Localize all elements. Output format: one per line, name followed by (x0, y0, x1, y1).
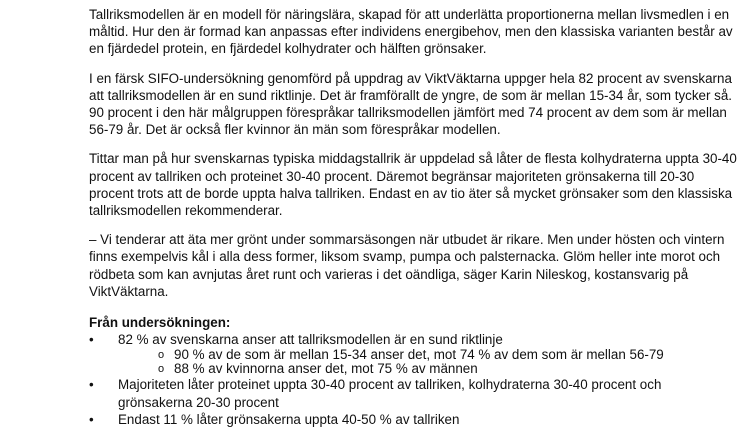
paragraph-dinner-plate: Tittar man på hur svenskarnas typiska middagstallrik är uppdelad så låter de flesta kolhydraterna uppta 30-40 procent av tallriken och proteinet 30-40 procent. Däremot begränsar majoriteten grönsakerna till 20-30 procent trots att de borde uppta halva tallriken. Endast en av tio äter så mycket grönsaker som den klassiska tallriksmodellen rekommenderar. (89, 151, 737, 219)
sub-bullet-icon: o (158, 363, 165, 376)
sub-list-item-text: 88 % av kvinnorna anser det, mot 75 % av männen (174, 361, 478, 377)
findings-heading: Från undersökningen: (89, 315, 231, 331)
document-page (89, 6, 739, 428)
sub-list-item-text: 90 % av de som är mellan 15-34 anser det, mot 74 % av dem som är mellan 56-79 (174, 347, 664, 363)
paragraph-sifo-survey: I en färsk SIFO-undersökning genomförd på uppdrag av ViktVäktarna uppger hela 82 procent av svenskarna att tallriksmodellen är en sund riktlinje. Det är framförallt de yngre, de som är mellan 15-34 år, som tycker så. 90 procent i den här målgruppen förespråkar tallriksmodellen jämfört med 74 procent av dem som är mellan 56-79 år. Det är också fler kvinnor än män som förespråkar modellen. (89, 70, 733, 138)
bullet-icon: • (89, 332, 94, 348)
sub-list-item (118, 348, 739, 362)
list-item (89, 376, 739, 410)
list-item-text: Majoriteten låter proteinet uppta 30-40 procent av tallriken, kolhydraterna 30-40 procent och grönsakerna 20-30 procent (118, 377, 662, 410)
list-item-text: Endast 11 % låter grönsakerna uppta 40-50 % av tallriken (118, 411, 460, 427)
sub-list-item (118, 362, 739, 376)
list-item (89, 331, 739, 376)
paragraph-intro: Tallriksmodellen är en modell för näringslära, skapad för att underlätta proportionerna mellan livsmedlen i en måltid. Hur den är formad kan anpassas efter individens energibehov, men den klassiska varianten består av en fjärdedel protein, en fjärdedel kolhydrater och hälften grönsaker. (89, 7, 733, 57)
bullet-icon: • (89, 377, 94, 393)
list-item (89, 411, 739, 428)
list-item-text: 82 % av svenskarna anser att tallriksmodellen är en sund riktlinje (118, 332, 503, 348)
paragraph-quote: – Vi tenderar att äta mer grönt under sommarsäsongen när utbudet är rikare. Men under hösten och vintern finns exempelvis kål i alla dess former, liksom svamp, pumpa och palsternacka. Glöm heller inte morot och rödbeta som kan avnjutas året runt och varieras i det oändliga, säger Karin Nileskog, kostansvarig på ViktVäktarna. (89, 232, 725, 299)
bullet-icon: • (89, 411, 94, 427)
sub-bullet-icon: o (158, 349, 165, 362)
sub-list (118, 348, 739, 376)
findings-list (89, 331, 739, 428)
